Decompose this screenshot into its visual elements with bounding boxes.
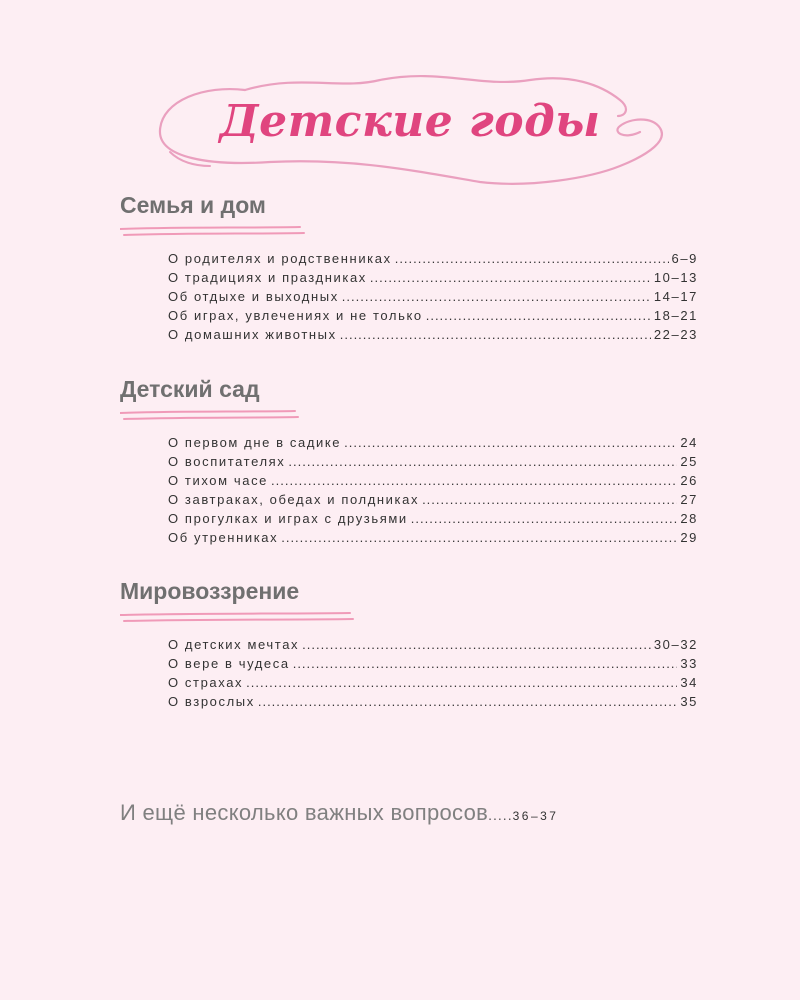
toc-entry[interactable]: О тихом часе ..... 26: [168, 473, 698, 492]
section-family-home: [120, 192, 700, 346]
title-block: [150, 70, 670, 190]
toc-entry[interactable]: Об утренниках ..... 29: [168, 530, 698, 549]
page-title: Детские годы: [219, 96, 601, 147]
section-title: Мировоззрение: [120, 578, 300, 604]
toc-entry[interactable]: О воспитателях ..... 25: [168, 454, 698, 473]
section-worldview: [120, 578, 700, 713]
toc-entry[interactable]: О страхах ..... 34: [168, 675, 698, 694]
toc-entry[interactable]: О вере в чудеса ..... 33: [168, 656, 698, 675]
toc-list: [168, 637, 698, 713]
section-title: Семья и дом: [120, 192, 266, 218]
toc-entry[interactable]: Об отдыхе и выходных ..... 14–17: [168, 289, 698, 308]
toc-entry[interactable]: О прогулках и играх с друзьями ..... 28: [168, 511, 698, 530]
toc-entry[interactable]: О домашних животных ..... 22–23: [168, 327, 698, 346]
section-title: Детский сад: [120, 376, 260, 402]
toc-entry[interactable]: О родителях и родственниках ..... 6–9: [168, 251, 698, 270]
toc-entry-extra[interactable]: [120, 800, 720, 826]
toc-entry[interactable]: О взрослых ..... 35: [168, 694, 698, 713]
section-kindergarten: [120, 376, 700, 549]
toc-list: [168, 435, 698, 549]
toc-entry[interactable]: О детских мечтах ..... 30–32: [168, 637, 698, 656]
toc-entry[interactable]: О традициях и праздниках ..... 10–13: [168, 270, 698, 289]
section-underline: [120, 409, 300, 421]
toc-list: [168, 251, 698, 346]
toc-entry[interactable]: О первом дне в садике ..... 24: [168, 435, 698, 454]
extra-label: И ещё несколько важных вопросов: [120, 800, 489, 825]
toc-entry[interactable]: Об играх, увлечениях и не только ..... 18–21: [168, 308, 698, 327]
section-underline: [120, 611, 355, 623]
extra-page: 36–37: [512, 809, 559, 823]
leader-dots: [488, 807, 512, 823]
section-underline: [120, 225, 305, 237]
toc-entry[interactable]: О завтраках, обедах и полдниках ..... 27: [168, 492, 698, 511]
